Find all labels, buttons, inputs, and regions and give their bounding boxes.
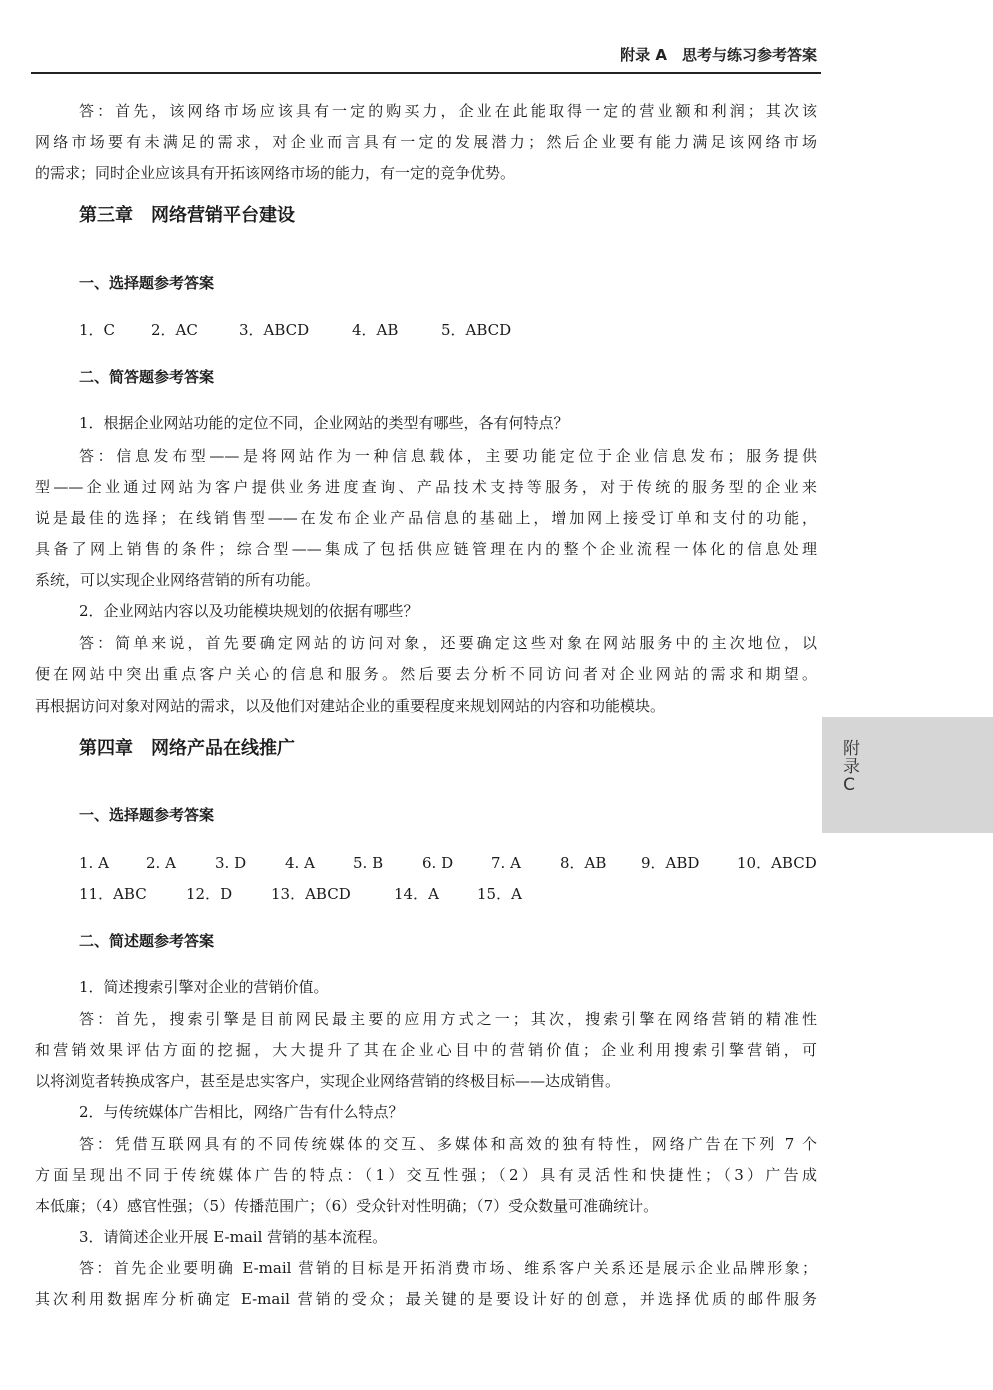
ch4-choice-answers-row-1 bbox=[79, 853, 821, 873]
answer-item: 3. D bbox=[215, 854, 247, 872]
ch4-answer-2-line: 本低廉；（4）感官性强；（5）传播范围广；（6）受众针对性明确；（7）受众数量可准确统计。 bbox=[35, 1197, 659, 1215]
ch3-answer-1-line: 系统，可以实现企业网络营销的所有功能。 bbox=[35, 571, 321, 589]
ch3-short-heading: 二、简答题参考答案 bbox=[79, 368, 215, 386]
chapter-4-title: 第四章 网络产品在线推广 bbox=[79, 738, 295, 759]
ch4-question-2: 2．与传统媒体广告相比，网络广告有什么特点？ bbox=[79, 1103, 404, 1121]
ch3-question-1: 1．根据企业网站功能的定位不同，企业网站的类型有哪些，各有何特点？ bbox=[79, 414, 569, 432]
answer-item: 4．AB bbox=[352, 321, 399, 339]
intro-line: 答：首先，该网络市场应该具有一定的购买力，企业在此能取得一定的营业额和利润；其次该 bbox=[79, 102, 817, 120]
ch4-question-3: 3．请简述企业开展 E-mail 营销的基本流程。 bbox=[79, 1228, 388, 1246]
ch4-question-1: 1．简述搜索引擎对企业的营销价值。 bbox=[79, 978, 329, 996]
answer-item: 2. A bbox=[146, 854, 176, 872]
answer-item: 1．C bbox=[79, 321, 116, 339]
answer-item: 11．ABC bbox=[79, 885, 147, 903]
ch3-question-2: 2．企业网站内容以及功能模块规划的依据有哪些？ bbox=[79, 602, 419, 620]
answer-item: 12．D bbox=[186, 885, 233, 903]
ch4-choice-heading: 一、选择题参考答案 bbox=[79, 806, 215, 824]
ch4-answer-1-line: 以将浏览者转换成客户，甚至是忠实客户，实现企业网络营销的终极目标——达成销售。 bbox=[35, 1072, 621, 1090]
ch4-answer-3-line: 答：首先企业要明确 E-mail 营销的目标是开拓消费市场、维系客户关系还是展示企业品牌形象； bbox=[79, 1259, 817, 1277]
ch4-answer-2-line: 答：凭借互联网具有的不同传统媒体的交互、多媒体和高效的独有特性，网络广告在下列 7 个 bbox=[79, 1135, 817, 1153]
ch4-answer-1-line: 答：首先，搜索引擎是目前网民最主要的应用方式之一；其次，搜索引擎在网络营销的精准性 bbox=[79, 1010, 817, 1028]
ch4-answer-1-line: 和营销效果评估方面的挖掘，大大提升了其在企业心目中的营销价值；企业利用搜索引擎营销，可 bbox=[35, 1041, 817, 1059]
answer-item: 3．ABCD bbox=[239, 321, 310, 339]
ch4-short-heading: 二、简述题参考答案 bbox=[79, 932, 215, 950]
answer-item: 13．ABCD bbox=[271, 885, 351, 903]
answer-item: 8．AB bbox=[560, 854, 607, 872]
answer-item: 4. A bbox=[285, 854, 315, 872]
answer-item: 14．A bbox=[394, 885, 439, 903]
answer-item: 6. D bbox=[422, 854, 454, 872]
header-rule bbox=[31, 72, 821, 74]
ch4-choice-answers-row-2 bbox=[79, 884, 821, 904]
answer-item: 10．ABCD bbox=[737, 854, 817, 872]
answer-item: 9．ABD bbox=[641, 854, 700, 872]
ch4-answer-3-line: 其次利用数据库分析确定 E-mail 营销的受众；最关键的是要设计好的创意，并选择优质的邮件服务 bbox=[35, 1290, 817, 1308]
ch3-answer-2-line: 答：简单来说，首先要确定网站的访问对象，还要确定这些对象在网站服务中的主次地位，以 bbox=[79, 634, 817, 652]
ch3-answer-2-line: 便在网站中突出重点客户关心的信息和服务。然后要去分析不同访问者对企业网站的需求和期望。 bbox=[35, 665, 817, 683]
answer-item: 15．A bbox=[477, 885, 522, 903]
answer-item: 1. A bbox=[79, 854, 109, 872]
ch3-answer-1-line: 具备了网上销售的条件；综合型——集成了包括供应链管理在内的整个企业流程一体化的信息处理 bbox=[35, 540, 817, 558]
running-header: 附录 A 思考与练习参考答案 bbox=[620, 46, 817, 64]
ch3-answer-1-line: 说是最佳的选择；在线销售型——在发布企业产品信息的基础上，增加网上接受订单和支付的功能， bbox=[35, 509, 817, 527]
intro-line: 的需求；同时企业应该具有开拓该网络市场的能力，有一定的竞争优势。 bbox=[35, 164, 516, 182]
appendix-side-tab bbox=[822, 717, 993, 833]
ch3-answer-2-line: 再根据访问对象对网站的需求，以及他们对建站企业的重要程度来规划网站的内容和功能模块。 bbox=[35, 697, 666, 715]
ch3-choice-heading: 一、选择题参考答案 bbox=[79, 274, 215, 292]
answer-item: 7. A bbox=[491, 854, 521, 872]
ch3-choice-answers bbox=[79, 320, 821, 340]
answer-item: 5．ABCD bbox=[441, 321, 512, 339]
intro-line: 网络市场要有未满足的需求，对企业而言具有一定的发展潜力；然后企业要有能力满足该网络市场 bbox=[35, 133, 817, 151]
answer-item: 5. B bbox=[353, 854, 384, 872]
ch3-answer-1-line: 答：信息发布型——是将网站作为一种信息载体，主要功能定位于企业信息发布；服务提供 bbox=[79, 447, 817, 465]
appendix-side-tab-label: 附录C bbox=[839, 739, 859, 796]
answer-item: 2．AC bbox=[151, 321, 198, 339]
chapter-3-title: 第三章 网络营销平台建设 bbox=[79, 205, 295, 226]
ch4-answer-2-line: 方面呈现出不同于传统媒体广告的特点：（1）交互性强；（2）具有灵活性和快捷性；（3）广告成 bbox=[35, 1166, 817, 1184]
ch3-answer-1-line: 型——企业通过网站为客户提供业务进度查询、产品技术支持等服务，对于传统的服务型的企业来 bbox=[35, 478, 817, 496]
